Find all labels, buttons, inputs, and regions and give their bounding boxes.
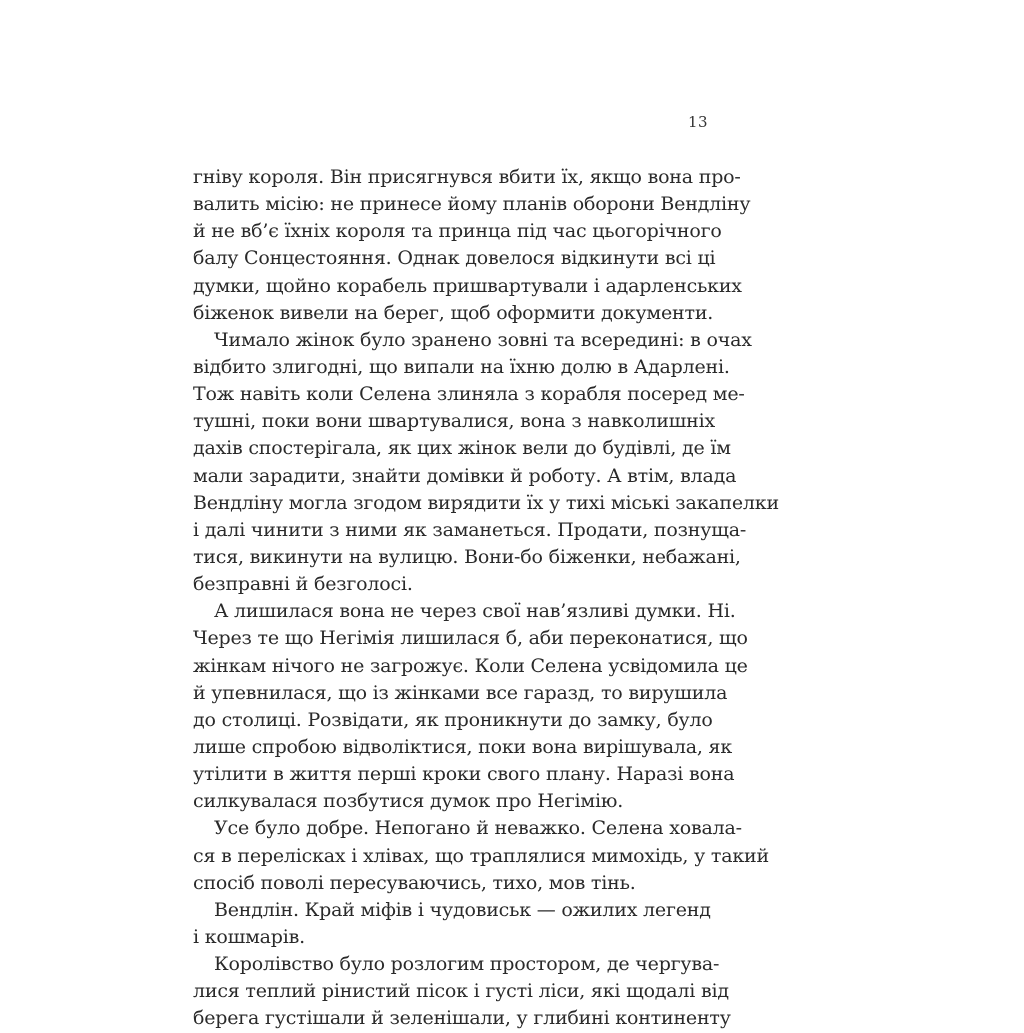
body-text [193,164,779,1033]
text-line: утілити в життя перші кроки свого плану. Наразі вона [193,763,735,786]
text-line: берега густішали й зеленішали, у глибині континенту [193,1007,731,1030]
text-line: безправні й безголосі. [193,573,413,596]
text-line: і далі чинити з ними як заманеться. Продати, познуща- [193,518,747,541]
text-line: і кошмарів. [193,925,305,948]
text-line: балу Сонцестояння. Однак довелося відкинути всі ці [193,247,716,270]
text-line: гніву короля. Він присягнувся вбити їх, якщо вона про- [193,166,741,188]
text-line: валить місію: не принесе йому планів оборони Вендліну [193,193,751,216]
paragraph-first-line: А лишилася вона не через свої нав’язливі думки. Ні. [214,600,736,623]
text-line: Тож навіть коли Селена злиняла з корабля посеред ме- [193,383,745,406]
text-line: й не вб’є їхніх короля та принца під час цьогорічного [193,220,722,243]
text-line: ся в перелісках і хлівах, що траплялися мимохідь, у такий [193,844,769,867]
text-line: біженок вивели на берег, щоб оформити документи. [193,301,714,324]
text-line: мали зарадити, знайти домівки й роботу. А втім, влада [193,464,737,487]
paragraph-first-line: Королівство було розлогим простором, де чергува- [214,953,720,976]
text-line: тися, викинути на вулицю. Вони-бо біженки, небажані, [193,545,741,568]
text-line: лише спробою відволіктися, поки вона вирішувала, як [193,735,733,758]
text-line: тушні, поки вони швартувалися, вона з навколишніх [193,410,715,433]
text-line: дахів спостерігала, як цих жінок вели до будівлі, де їм [193,437,731,460]
paragraph-first-line: Чимало жінок було зранено зовні та всередині: в очах [214,328,752,351]
text-line: жінкам нічого не загрожує. Коли Селена усвідомила це [193,654,748,677]
text-line: відбито злигодні, що випали на їхню долю в Адарлені. [193,355,730,378]
text-line: думки, щойно корабель пришвартували і адарленських [193,274,742,297]
text-line: спосіб поволі пересуваючись, тихо, мов тінь. [193,871,636,894]
page-number: 13 [688,113,709,131]
text-line: й упевнилася, що із жінками все гаразд, то вирушила [193,681,728,704]
text-line: до столиці. Розвідати, як проникнути до замку, було [193,708,713,731]
paragraph-first-line: Усе було добре. Непогано й неважко. Селена ховала- [214,817,742,840]
text-line: Вендліну могла згодом вирядити їх у тихі міські закапелки [193,491,779,514]
paragraph-first-line: Вендлін. Край міфів і чудовиськ — ожилих легенд [214,898,711,921]
text-line: силкувалася позбутися думок про Негімію. [193,790,624,813]
text-line: Через те що Негімія лишилася б, аби переконатися, що [193,627,748,650]
text-line: лися теплий рінистий пісок і густі ліси, які щодалі від [193,980,729,1003]
